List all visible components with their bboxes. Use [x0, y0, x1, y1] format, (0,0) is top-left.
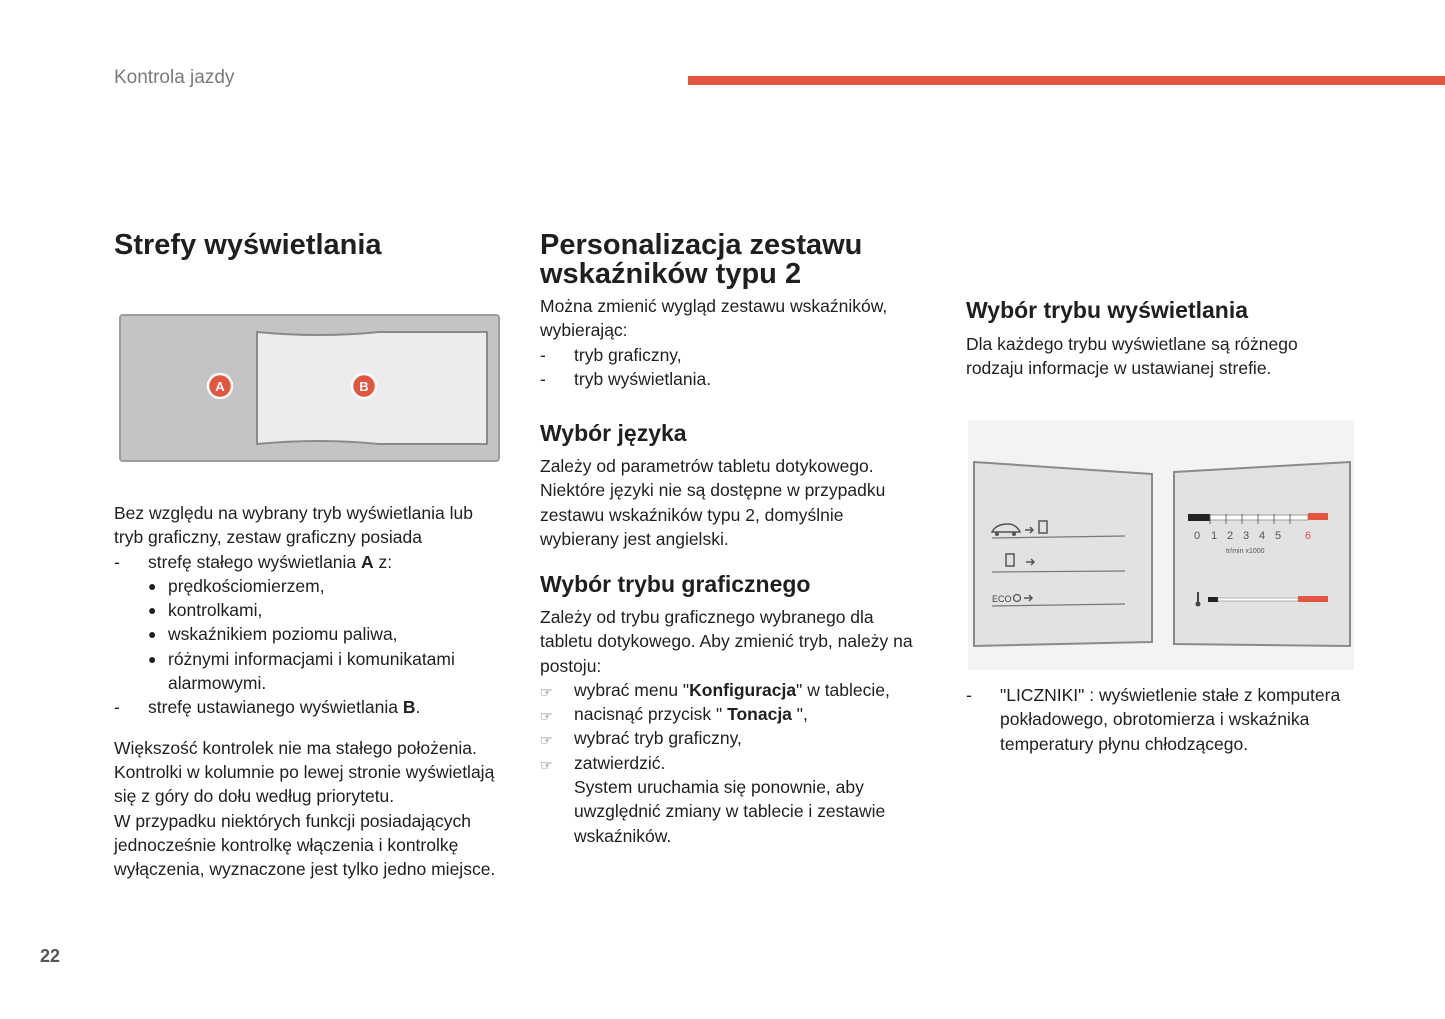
zones-para-2: Większość kontrolek nie ma stałego położenia. Kontrolki w kolumnie po lewej stronie wyświetlają się z góry do dołu według priorytetu. — [114, 737, 495, 807]
zone-a-item: - strefę stałego wyświetlania A z: — [114, 551, 393, 572]
rpm-tick-label: 4 — [1259, 530, 1266, 542]
step-item: ☞ nacisnąć przycisk " Tonacja ", — [540, 702, 920, 726]
list-item: - tryb graficzny, — [540, 344, 682, 365]
list-item: - "LICZNIKI" : wyświetlenie stałe z komputera pokładowego, obrotomierza i wskaźnika temperatury płynu chłodzącego. — [966, 685, 1341, 754]
page-number: 22 — [40, 946, 61, 966]
zones-intro: Bez względu na wybrany tryb wyświetlania lub tryb graficzny, zestaw graficzny posiada — [114, 503, 473, 548]
display-mode-intro: Dla każdego trybu wyświetlane są różnego rodzaju informacje w ustawianej strefie. — [966, 334, 1298, 379]
language-title: Wybór języka — [540, 420, 687, 446]
list-item: ● kontrolkami, — [148, 600, 263, 621]
step-item: ☞ wybrać menu "Konfiguracja" w tablecie, — [540, 678, 920, 702]
pointing-hand-icon: ☞ — [540, 732, 553, 749]
zone-a-label: A — [215, 379, 225, 394]
zones-list — [114, 550, 506, 720]
pointing-hand-icon: ☞ — [540, 756, 553, 773]
rpm-tick-label: 6 — [1305, 530, 1312, 542]
step-note: System uruchamia się ponownie, aby uwzględnić zmiany w tablecie i zestawie wskaźników. — [574, 777, 886, 846]
rpm-tick-label: 5 — [1275, 530, 1282, 542]
zone-b-item: - strefę ustawianego wyświetlania B. — [114, 697, 421, 718]
pointing-hand-icon: ☞ — [540, 708, 553, 725]
personalization-intro: Można zmienić wygląd zestawu wskaźników, wybierając: — [540, 296, 888, 341]
zone-b-marker — [352, 374, 376, 398]
list-item: ● wskaźnikiem poziomu paliwa, — [148, 624, 398, 645]
list-item: ● różnymi informacjami i komunikatami alarmowymi. — [148, 648, 455, 694]
zones-para-3: W przypadku niektórych funkcji posiadających jednocześnie kontrolkę włączenia i kontrolkę wyłączenia, wyznaczone jest tylko jedno miejsce. — [114, 810, 496, 880]
rpm-tick-label: 3 — [1243, 530, 1250, 542]
graphic-mode-text: Zależy od trybu graficznego wybranego dla tabletu dotykowego. Aby zmienić tryb, należy na postoju: — [540, 607, 913, 676]
rpm-unit: tr/min x1000 — [1226, 548, 1265, 555]
zone-b-label: B — [359, 379, 369, 394]
counters-mode-figure — [968, 420, 1354, 670]
display-zones-figure — [119, 314, 500, 462]
header-accent-bar — [688, 76, 1445, 85]
section-label: Kontrola jazdy — [114, 67, 235, 88]
counters-description — [966, 683, 1346, 756]
graphic-mode-body — [540, 605, 920, 848]
list-item: ● prędkościomierzem, — [148, 575, 325, 596]
step-item: ☞ zatwierdzić. System uruchamia się ponownie, aby uwzględnić zmiany w tablecie i zestawie wskaźników. — [540, 751, 920, 848]
rpm-tick-label: 0 — [1194, 530, 1201, 542]
rpm-tick-label: 2 — [1227, 530, 1234, 542]
personalization-body — [540, 294, 920, 391]
graphic-mode-title: Wybór trybu graficznego — [540, 571, 811, 597]
steps-list — [540, 678, 920, 848]
rpm-tick-label: 1 — [1211, 530, 1218, 542]
display-modes-list — [966, 683, 1346, 756]
options-list — [540, 343, 920, 392]
zones-title: Strefy wyświetlania — [114, 229, 382, 261]
display-mode-title: Wybór trybu wyświetlania — [966, 297, 1249, 323]
personalization-title: Personalizacja zestawu wskaźników typu 2 — [540, 229, 863, 290]
eco-label: ECO — [992, 594, 1012, 604]
language-text: Zależy od parametrów tabletu dotykowego. Niektóre języki nie są dostępne w przypadku zestawu wskaźników typu 2, domyślnie wybierany jest angielski. — [540, 456, 886, 549]
list-item: - tryb wyświetlania. — [540, 368, 712, 389]
pointing-hand-icon: ☞ — [540, 683, 553, 700]
step-item: ☞ wybrać tryb graficzny, — [540, 726, 920, 750]
zones-body — [114, 501, 506, 881]
zone-a-marker — [208, 374, 232, 398]
